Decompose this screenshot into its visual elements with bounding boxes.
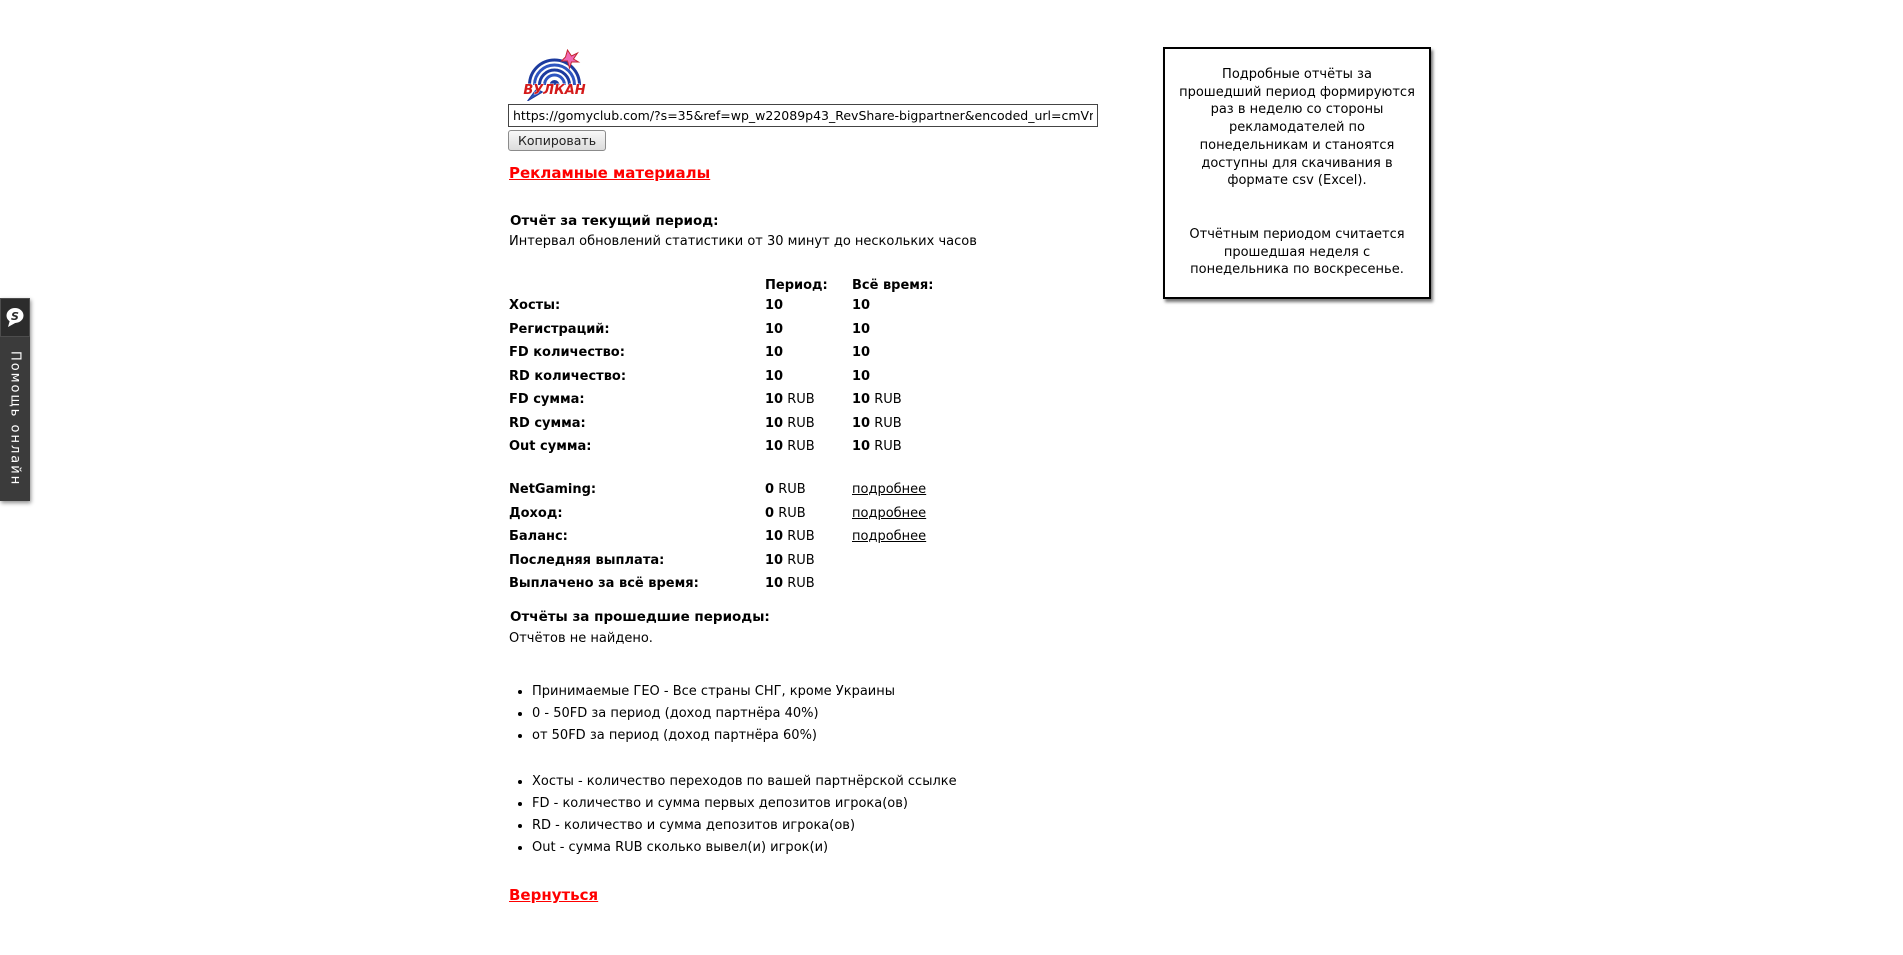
details-link-netgaming[interactable]: подробнее <box>852 482 927 497</box>
svg-text:S: S <box>11 310 19 323</box>
row-label-fd-count: FD количество: <box>509 345 625 360</box>
row-label-income: Доход: <box>509 505 563 521</box>
row-label-rd-count: RD количество: <box>509 368 627 384</box>
row-value: 10 RUB <box>765 529 815 544</box>
logo-flame <box>562 50 579 68</box>
help-online-tab[interactable] <box>0 298 30 501</box>
current-report-title: Отчёт за текущий период: <box>510 213 719 229</box>
table-corner <box>509 277 765 294</box>
row-label-paid-total: Выплачено за всё время: <box>509 576 699 591</box>
current-report-table <box>509 277 1012 459</box>
vulkan-logo <box>521 49 588 101</box>
list-item: • FD - количество и сумма первых депозитов игрока(ов) <box>532 793 957 815</box>
details-link-balance[interactable]: подробнее <box>852 529 927 544</box>
details-link-income[interactable]: подробнее <box>852 505 927 521</box>
row-label-fd-sum: FD сумма: <box>509 392 585 407</box>
row-value-period: 10 RUB <box>765 415 815 431</box>
row-label-last-payout: Последняя выплата: <box>509 552 665 568</box>
reports-info-box <box>1163 47 1431 299</box>
past-reports-title: Отчёты за прошедшие периоды: <box>510 609 770 625</box>
back-link[interactable]: Вернуться <box>509 886 599 904</box>
current-report-subtitle: Интервал обновлений статистики от 30 минут до нескольких часов <box>509 234 977 249</box>
column-header-alltime: Всё время: <box>852 278 934 293</box>
copy-button[interactable]: Копировать <box>508 130 606 151</box>
summary-table <box>509 478 1012 596</box>
row-value-period: 10 <box>765 368 784 384</box>
row-value-alltime: 10 <box>852 321 871 337</box>
row-value-alltime: 10 RUB <box>852 439 902 454</box>
list-item: • Принимаемые ГЕО - Все страны СНГ, кроме Украины <box>532 681 895 703</box>
help-icon-block[interactable] <box>0 298 30 337</box>
glossary-list <box>509 771 957 859</box>
row-label-hosts: Хосты: <box>509 298 561 313</box>
row-value-period: 10 <box>765 345 784 360</box>
row-label-out-sum: Out сумма: <box>509 439 592 454</box>
terms-list <box>509 681 895 747</box>
logo-text: ВУЛКАН <box>523 83 586 98</box>
list-item: • Out - сумма RUB сколько вывел(и) игрок(и) <box>532 837 957 859</box>
help-text-block[interactable] <box>0 337 30 501</box>
row-label-balance: Баланс: <box>509 529 568 544</box>
info-paragraph-1: Подробные отчёты за прошедший период формируются раз в неделю со стороны рекламодателей по понедельникам и станоятся доступны для скачивания в формате csv (Excel). <box>1179 67 1415 189</box>
row-label-registrations: Регистраций: <box>509 321 610 337</box>
referral-url-input[interactable] <box>508 104 1098 127</box>
row-value-period: 10 <box>765 298 784 313</box>
row-value-period: 10 RUB <box>765 392 815 407</box>
row-value: 0 RUB <box>765 482 806 497</box>
help-tab-label: Помощь онлайн <box>7 351 23 487</box>
row-value: 10 RUB <box>765 576 815 591</box>
row-label-netgaming: NetGaming: <box>509 482 597 497</box>
list-item: • Хосты - количество переходов по вашей партнёрской ссылке <box>532 771 957 793</box>
list-item: • 0 - 50FD за период (доход партнёра 40%) <box>532 703 895 725</box>
row-value-alltime: 10 RUB <box>852 415 902 431</box>
row-value-alltime: 10 <box>852 345 871 360</box>
past-reports-empty: Отчётов не найдено. <box>509 631 653 646</box>
row-value-alltime: 10 <box>852 298 871 313</box>
info-paragraph-2: Отчётным периодом считается прошедшая неделя с понедельника по воскресенье. <box>1189 226 1405 278</box>
row-value-period: 10 RUB <box>765 439 815 454</box>
row-value: 0 RUB <box>765 505 806 521</box>
advertising-materials-link[interactable]: Рекламные материалы <box>509 164 711 182</box>
row-value-alltime: 10 RUB <box>852 392 902 407</box>
column-header-period: Период: <box>765 278 828 293</box>
list-item: • RD - количество и сумма депозитов игрока(ов) <box>532 815 957 837</box>
row-value-period: 10 <box>765 321 784 337</box>
chat-bubble-icon <box>5 307 25 328</box>
row-value-alltime: 10 <box>852 368 871 384</box>
row-label-rd-sum: RD сумма: <box>509 415 586 431</box>
list-item: • от 50FD за период (доход партнёра 60%) <box>532 725 895 747</box>
row-value: 10 RUB <box>765 552 815 568</box>
